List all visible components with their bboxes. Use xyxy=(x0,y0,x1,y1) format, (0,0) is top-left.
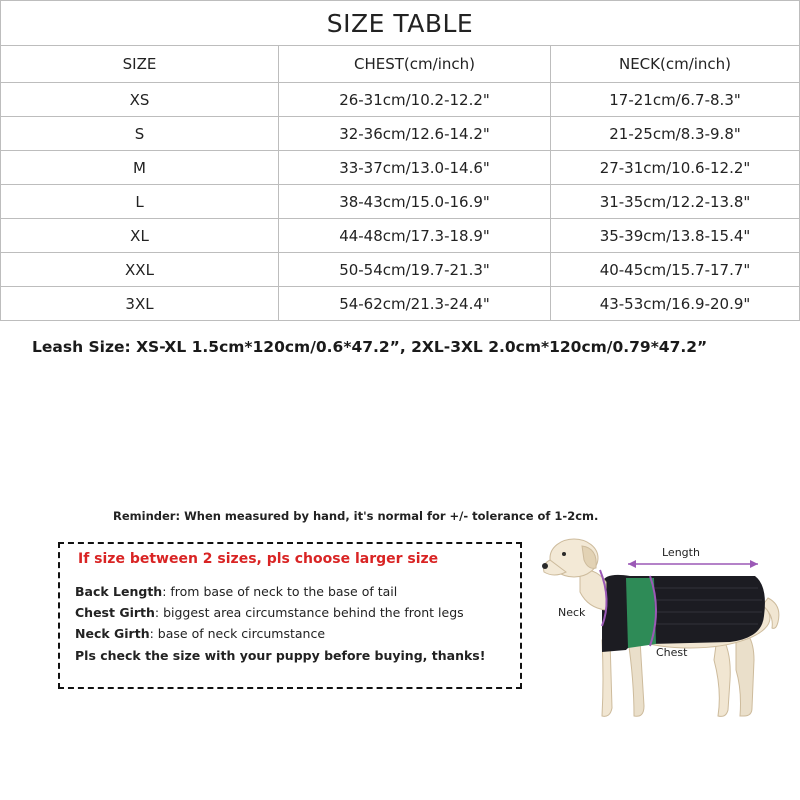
leash-size-text: Leash Size: XS-XL 1.5cm*120cm/0.6*47.2”, 2XL-3XL 2.0cm*120cm/0.79*47.2” xyxy=(32,338,708,356)
neck-cell: 21-25cm/8.3-9.8" xyxy=(551,117,800,151)
check-size-note: Pls check the size with your puppy before buying, thanks! xyxy=(75,648,486,663)
size-cell: 3XL xyxy=(1,287,279,321)
header-chest: CHEST(cm/inch) xyxy=(279,46,551,83)
chest-cell: 32-36cm/12.6-14.2" xyxy=(279,117,551,151)
chest-cell: 54-62cm/21.3-24.4" xyxy=(279,287,551,321)
dog-eye xyxy=(562,552,566,556)
header-neck: NECK(cm/inch) xyxy=(551,46,800,83)
neck-girth-label: Neck Girth xyxy=(75,626,150,641)
size-cell: M xyxy=(1,151,279,185)
length-arrow-left xyxy=(628,560,636,568)
length-label: Length xyxy=(662,546,700,559)
table-title: SIZE TABLE xyxy=(1,1,800,46)
measurement-notes-box xyxy=(58,542,522,689)
neck-cell: 27-31cm/10.6-12.2" xyxy=(551,151,800,185)
length-arrow-right xyxy=(750,560,758,568)
neck-girth-text: : base of neck circumstance xyxy=(149,626,326,641)
chest-cell: 50-54cm/19.7-21.3" xyxy=(279,253,551,287)
back-length-text: : from base of neck to the base of tail xyxy=(162,584,398,599)
size-cell: XS xyxy=(1,83,279,117)
size-cell: XL xyxy=(1,219,279,253)
chest-cell: 33-37cm/13.0-14.6" xyxy=(279,151,551,185)
chest-girth-label: Chest Girth xyxy=(75,605,155,620)
table-row xyxy=(1,185,800,219)
neck-cell: 40-45cm/15.7-17.7" xyxy=(551,253,800,287)
chest-cell: 44-48cm/17.3-18.9" xyxy=(279,219,551,253)
table-row xyxy=(1,117,800,151)
table-row xyxy=(1,253,800,287)
dog-measurement-diagram xyxy=(540,530,790,730)
header-size: SIZE xyxy=(1,46,279,83)
table-row xyxy=(1,83,800,117)
neck-girth-note xyxy=(75,626,325,641)
size-cell: L xyxy=(1,185,279,219)
size-table xyxy=(0,0,800,321)
size-cell: XXL xyxy=(1,253,279,287)
chest-cell: 38-43cm/15.0-16.9" xyxy=(279,185,551,219)
back-length-label: Back Length xyxy=(75,584,163,599)
neck-label: Neck xyxy=(558,606,586,619)
table-header-row xyxy=(1,46,800,83)
chest-girth-note xyxy=(75,605,464,620)
table-row xyxy=(1,151,800,185)
size-cell: S xyxy=(1,117,279,151)
neck-cell: 35-39cm/13.8-15.4" xyxy=(551,219,800,253)
dog-nose xyxy=(542,563,548,569)
dog-front-leg xyxy=(628,640,644,716)
reminder-text: Reminder: When measured by hand, it's normal for +/- tolerance of 1-2cm. xyxy=(113,509,599,523)
neck-cell: 43-53cm/16.9-20.9" xyxy=(551,287,800,321)
neck-cell: 31-35cm/12.2-13.8" xyxy=(551,185,800,219)
back-length-note xyxy=(75,584,397,599)
chest-girth-text: : biggest area circumstance behind the front legs xyxy=(154,605,464,620)
table-row xyxy=(1,219,800,253)
chest-label: Chest xyxy=(656,646,688,659)
chest-cell: 26-31cm/10.2-12.2" xyxy=(279,83,551,117)
size-advice-headline: If size between 2 sizes, pls choose larger size xyxy=(78,551,439,567)
neck-cell: 17-21cm/6.7-8.3" xyxy=(551,83,800,117)
table-row xyxy=(1,287,800,321)
